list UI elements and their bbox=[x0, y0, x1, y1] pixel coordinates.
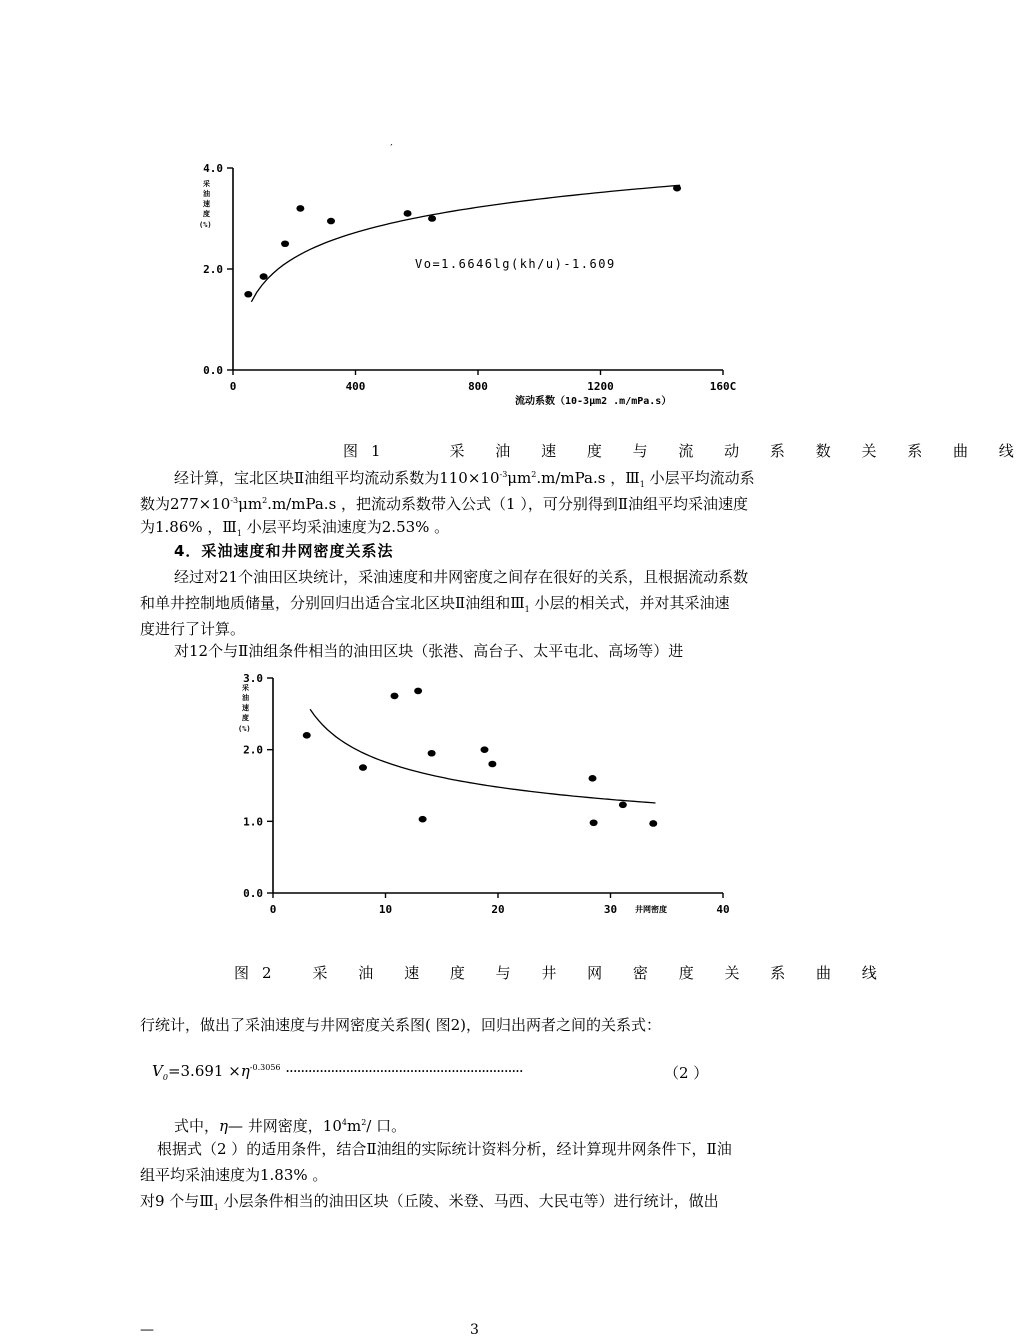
x-tick-label: 40 bbox=[716, 903, 730, 916]
data-point bbox=[404, 210, 412, 217]
data-point bbox=[327, 218, 335, 225]
paragraph-3: 对12个与Ⅱ油组条件相当的油田区块（张港、高台子、太平屯北、高场等）进 bbox=[174, 642, 684, 660]
data-point bbox=[244, 291, 252, 298]
section-heading-4: 4．采油速度和井网密度关系法 bbox=[174, 542, 394, 560]
x-tick-label: 0 bbox=[229, 380, 237, 393]
fit-curve bbox=[251, 185, 680, 301]
paragraph-2-line-3: 度进行了计算。 bbox=[140, 620, 246, 638]
x-tick-label: 160C bbox=[709, 380, 737, 393]
svg-text:(%): (%) bbox=[238, 725, 251, 733]
x-tick-label: 400 bbox=[345, 380, 366, 393]
svg-text:度: 度 bbox=[242, 714, 249, 722]
fit-equation: Vo=1.6646lg(kh/u)-1.609 bbox=[415, 257, 616, 271]
data-point bbox=[488, 761, 496, 768]
y-tick-label: 3.0 bbox=[243, 672, 263, 685]
svg-text:速: 速 bbox=[242, 704, 249, 712]
data-point bbox=[414, 688, 422, 695]
y-tick-label: 2.0 bbox=[243, 743, 263, 757]
formula-number: （2 ） bbox=[664, 1064, 709, 1082]
x-tick-label: 20 bbox=[491, 903, 505, 916]
svg-text:(%): (%) bbox=[199, 221, 212, 229]
data-point bbox=[619, 802, 627, 809]
paragraph-1: 经计算，宝北区块Ⅱ油组平均流动系数为$110\times 10^{-3}\mu m^2.m/mPa.s$ ，$Ⅲ_1$ 小层平均流动系 bbox=[174, 469, 755, 489]
paragraph-7: 对9 个与$Ⅲ_1$ 小层条件相当的油田区块（丘陵、米登、马西、大民屯等）进行统计，做出 bbox=[140, 1192, 719, 1212]
paragraph-5: 式中，η— 井网密度，$10^4m^2/$ 口。 bbox=[174, 1117, 407, 1135]
data-point bbox=[281, 240, 289, 247]
fit-curve bbox=[310, 709, 655, 803]
paragraph-2: 经过对21个油田区块统计，采油速度和井网密度之间存在很好的关系，且根据流动系数 bbox=[174, 568, 749, 586]
page-number: 3 bbox=[470, 1322, 479, 1338]
y-tick-label: 0.0 bbox=[243, 887, 263, 900]
paragraph-1-line-2: 数为$277\times 10^{-3}\mu m^2.m/mPa.s$ ，把流动系数带入公式（1 ），可分别得到Ⅱ油组平均采油速度 bbox=[140, 495, 749, 513]
svg-text:采: 采 bbox=[203, 180, 210, 188]
data-point bbox=[428, 750, 436, 757]
data-point bbox=[391, 693, 399, 700]
y-tick-label: 4.0 bbox=[203, 162, 223, 175]
paragraph-1-line-3: 为1.86% ，$Ⅲ_1$ 小层平均采油速度为2.53% 。 bbox=[140, 518, 450, 538]
data-point bbox=[260, 273, 268, 280]
formula-2: $V_0=3.691 \times\eta^{-0.3056}$ ······························································· bbox=[152, 1062, 523, 1082]
figure2-caption: 图2 采 油 速 度 与 井 网 密 度 关 系 曲 线 bbox=[234, 964, 890, 982]
x-axis-label: 流动系数（10-3μm2 .m/mPa.s） bbox=[515, 396, 672, 407]
footer-dash: — bbox=[140, 1322, 154, 1338]
data-point bbox=[359, 764, 367, 771]
paragraph-4: 行统计，做出了采油速度与井网密度关系图( 图2)，回归出两者之间的关系式： bbox=[140, 1016, 662, 1034]
data-point bbox=[481, 746, 489, 753]
data-point bbox=[589, 775, 597, 782]
data-point bbox=[296, 205, 304, 212]
svg-text:油: 油 bbox=[203, 190, 210, 198]
data-point bbox=[649, 820, 657, 827]
x-tick-label: 30 bbox=[603, 903, 618, 916]
paragraph-6: 根据式（2 ）的适用条件，结合Ⅱ油组的实际统计资料分析，经计算现井网条件下，Ⅱ油 bbox=[157, 1140, 732, 1158]
svg-text:油: 油 bbox=[242, 694, 249, 702]
svg-text:采: 采 bbox=[242, 684, 249, 692]
chart-flow-coefficient bbox=[185, 140, 765, 410]
svg-text:度: 度 bbox=[203, 210, 210, 218]
y-tick-label: 0.0 bbox=[203, 364, 223, 377]
x-tick-label: 0 bbox=[269, 903, 277, 916]
svg-text:速: 速 bbox=[203, 200, 210, 208]
y-tick-label: 1.0 bbox=[243, 815, 263, 829]
x-tick-label: 1200 bbox=[587, 380, 614, 393]
data-point bbox=[673, 185, 681, 192]
x-tick-label: 800 bbox=[468, 380, 488, 393]
svg-text:′: ′ bbox=[389, 143, 394, 152]
y-axis-label bbox=[199, 179, 212, 229]
paragraph-2-line-2: 和单井控制地质储量，分别回归出适合宝北区块Ⅱ油组和$Ⅲ_1$ 小层的相关式，并对其采油速 bbox=[140, 594, 730, 614]
y-axis-label bbox=[238, 683, 251, 733]
data-point bbox=[428, 215, 436, 222]
figure1-caption: 图1 采 油 速 度 与 流 动 系 数 关 系 曲 线 bbox=[343, 442, 1027, 460]
data-point bbox=[303, 732, 311, 739]
chart-well-density bbox=[225, 668, 745, 928]
x-axis-label: 井网密度 bbox=[635, 905, 667, 914]
y-tick-label: 2.0 bbox=[203, 263, 223, 276]
paragraph-6-line-2: 组平均采油速度为1.83% 。 bbox=[140, 1166, 328, 1184]
x-tick-label: 10 bbox=[378, 903, 393, 916]
data-point bbox=[419, 816, 427, 823]
data-point bbox=[590, 819, 598, 826]
